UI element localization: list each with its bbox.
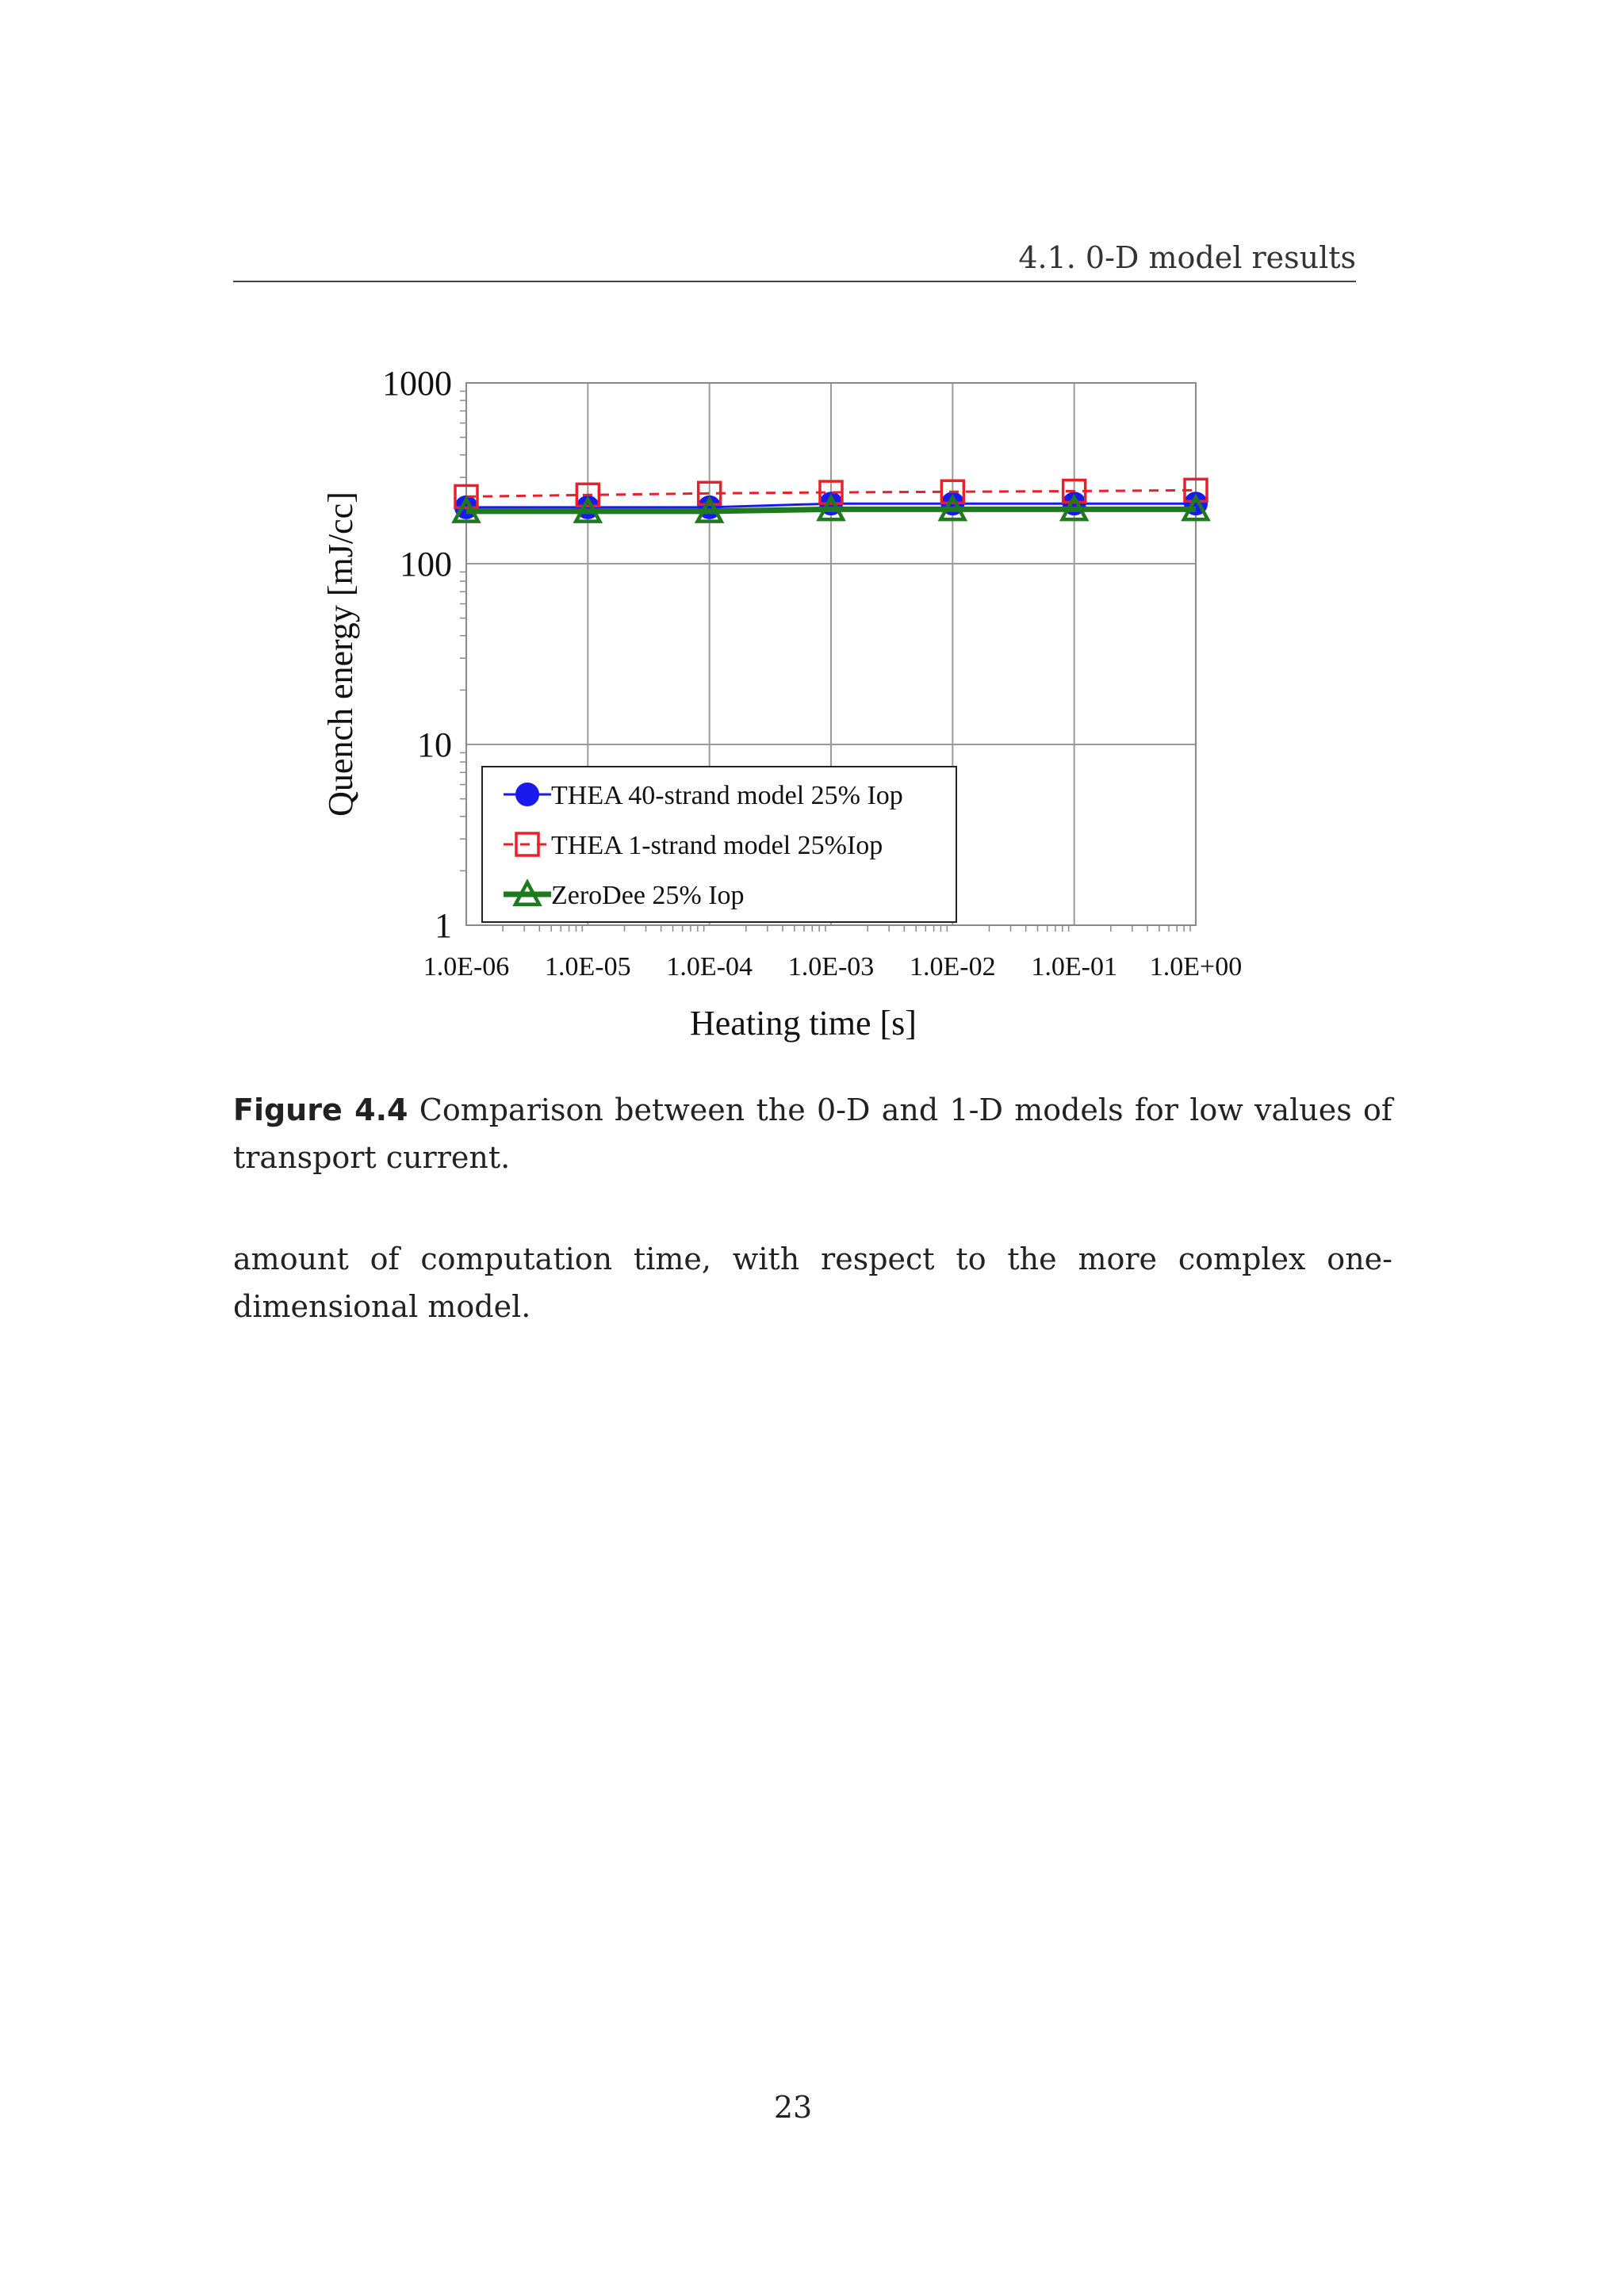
y-tick-labels (382, 364, 452, 945)
y-tick-label: 1 (435, 906, 452, 945)
y-axis-label: Quench energy [mJ/cc] (321, 492, 360, 817)
x-tick-label: 1.0E+00 (1149, 952, 1243, 982)
x-tick-label: 1.0E-02 (910, 952, 996, 982)
header-rule (233, 281, 1356, 282)
quench-energy-chart (301, 349, 1285, 1062)
legend-entry-1 (504, 781, 903, 810)
running-head: 4.1. 0-D model results (1018, 240, 1356, 275)
body-paragraph: amount of computation time, with respect to the more complex one-dimensional model. (233, 1242, 1392, 1324)
page-number: 23 (773, 2090, 813, 2125)
legend-label: ZeroDee 25% Iop (551, 881, 745, 910)
x-tick-label: 1.0E-03 (787, 952, 875, 982)
x-tick-label: 1.0E-04 (666, 952, 753, 982)
legend-entry-2 (504, 831, 883, 860)
figure-caption-text: Comparison between the 0-D and 1-D models for low values of transport current. (233, 1093, 1392, 1175)
legend (482, 767, 956, 922)
legend-label: THEA 1-strand model 25%Iop (551, 831, 883, 860)
legend-marker (516, 783, 538, 806)
y-tick-label: 10 (417, 725, 452, 764)
x-tick-labels (423, 952, 1243, 982)
y-tick-label: 1000 (382, 364, 452, 403)
x-tick-label: 1.0E-01 (1031, 952, 1117, 982)
figure-label: Figure 4.4 (233, 1093, 408, 1127)
x-axis-label: Heating time [s] (690, 1004, 917, 1043)
legend-label: THEA 40-strand model 25% Iop (551, 781, 903, 810)
figure-caption (233, 1086, 1392, 1181)
x-tick-label: 1.0E-05 (545, 952, 631, 982)
series-line (466, 509, 1196, 511)
y-tick-label: 100 (400, 545, 452, 584)
x-tick-label: 1.0E-06 (423, 952, 510, 982)
series-3 (454, 497, 1208, 521)
